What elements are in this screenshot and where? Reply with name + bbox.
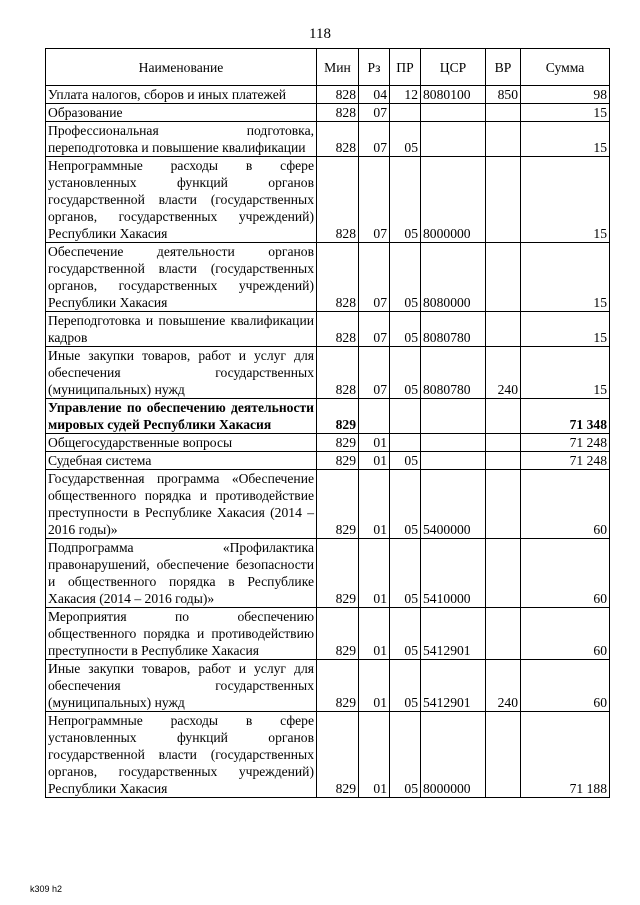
cell-name: Государственная программа «Обеспечение общественного порядка и противодействие преступности в Республике Хакасия (2014 – 2016 годы)»: [46, 470, 317, 539]
cell-csr: 8080000: [421, 243, 486, 312]
cell-name: Профессиональная подготовка, переподготовка и повышение квалификации: [46, 122, 317, 157]
header-min: Мин: [317, 49, 359, 86]
cell-vr: [486, 122, 521, 157]
cell-pr: 05: [390, 470, 421, 539]
cell-min: 828: [317, 86, 359, 104]
header-row: [46, 49, 610, 86]
table-row: [46, 434, 610, 452]
table-body: [46, 86, 610, 798]
cell-sum: 98: [521, 86, 610, 104]
cell-vr: 240: [486, 660, 521, 712]
table-row: [46, 243, 610, 312]
cell-sum: 15: [521, 122, 610, 157]
cell-rz: 01: [359, 712, 390, 798]
cell-name: Непрограммные расходы в сфере установленных функций органов государственной власти (государственных органов, государственных учреждений) Республики Хакасия: [46, 157, 317, 243]
cell-sum: 60: [521, 608, 610, 660]
cell-sum: 71 188: [521, 712, 610, 798]
cell-sum: 60: [521, 470, 610, 539]
cell-rz: 01: [359, 470, 390, 539]
cell-csr: [421, 104, 486, 122]
cell-name: Образование: [46, 104, 317, 122]
header-pr: ПР: [390, 49, 421, 86]
cell-name: Подпрограмма «Профилактика правонарушений, обеспечение безопасности и общественного порядка в Республике Хакасия (2014 – 2016 годы)»: [46, 539, 317, 608]
cell-vr: [486, 399, 521, 434]
cell-pr: 05: [390, 312, 421, 347]
cell-rz: 07: [359, 157, 390, 243]
cell-csr: 8080100: [421, 86, 486, 104]
table-row: [46, 399, 610, 434]
cell-name: Уплата налогов, сборов и иных платежей: [46, 86, 317, 104]
cell-vr: [486, 539, 521, 608]
cell-vr: [486, 712, 521, 798]
cell-min: 829: [317, 539, 359, 608]
cell-vr: 240: [486, 347, 521, 399]
cell-min: 829: [317, 399, 359, 434]
cell-rz: 01: [359, 434, 390, 452]
cell-rz: 07: [359, 243, 390, 312]
cell-vr: 850: [486, 86, 521, 104]
cell-rz: 01: [359, 608, 390, 660]
table-row: [46, 347, 610, 399]
page-number: 118: [309, 26, 331, 42]
cell-sum: 60: [521, 660, 610, 712]
cell-pr: 05: [390, 452, 421, 470]
cell-min: 829: [317, 608, 359, 660]
cell-csr: 8000000: [421, 712, 486, 798]
cell-min: 828: [317, 157, 359, 243]
cell-vr: [486, 243, 521, 312]
cell-csr: [421, 452, 486, 470]
cell-vr: [486, 470, 521, 539]
cell-name: Непрограммные расходы в сфере установленных функций органов государственной власти (государственных органов, государственных учреждений) Республики Хакасия: [46, 712, 317, 798]
cell-name: Иные закупки товаров, работ и услуг для обеспечения государственных (муниципальных) нужд: [46, 347, 317, 399]
cell-sum: 15: [521, 157, 610, 243]
cell-name: Мероприятия по обеспечению общественного порядка и противодействию преступности в Республике Хакасия: [46, 608, 317, 660]
cell-sum: 60: [521, 539, 610, 608]
cell-csr: 5412901: [421, 660, 486, 712]
table-header: [46, 49, 610, 86]
cell-csr: 8000000: [421, 157, 486, 243]
page-footer: k309 h2: [30, 884, 63, 894]
cell-sum: 71 248: [521, 434, 610, 452]
cell-rz: 01: [359, 452, 390, 470]
cell-min: 829: [317, 452, 359, 470]
cell-csr: [421, 399, 486, 434]
header-sum: Сумма: [521, 49, 610, 86]
cell-name: Судебная система: [46, 452, 317, 470]
cell-rz: 07: [359, 122, 390, 157]
cell-csr: 8080780: [421, 312, 486, 347]
cell-vr: [486, 312, 521, 347]
table-row: [46, 122, 610, 157]
cell-pr: 05: [390, 539, 421, 608]
cell-pr: 05: [390, 243, 421, 312]
table-row: [46, 86, 610, 104]
header-name: Наименование: [46, 49, 317, 86]
table-row: [46, 608, 610, 660]
cell-rz: 01: [359, 660, 390, 712]
cell-vr: [486, 434, 521, 452]
cell-rz: 04: [359, 86, 390, 104]
cell-name: Иные закупки товаров, работ и услуг для обеспечения государственных (муниципальных) нужд: [46, 660, 317, 712]
cell-sum: 71 248: [521, 452, 610, 470]
table-row: [46, 104, 610, 122]
cell-csr: 5400000: [421, 470, 486, 539]
cell-rz: 07: [359, 347, 390, 399]
cell-csr: [421, 122, 486, 157]
cell-min: 829: [317, 712, 359, 798]
cell-min: 828: [317, 312, 359, 347]
cell-name: Обеспечение деятельности органов государственной власти (государственных органов, государственных учреждений) Республики Хакасия: [46, 243, 317, 312]
cell-sum: 15: [521, 347, 610, 399]
budget-table: [45, 48, 610, 798]
cell-sum: 71 348: [521, 399, 610, 434]
cell-min: 828: [317, 243, 359, 312]
cell-csr: [421, 434, 486, 452]
cell-pr: [390, 434, 421, 452]
header-vr: ВР: [486, 49, 521, 86]
cell-pr: 05: [390, 712, 421, 798]
cell-name: Переподготовка и повышение квалификации кадров: [46, 312, 317, 347]
cell-min: 829: [317, 470, 359, 539]
cell-sum: 15: [521, 312, 610, 347]
cell-sum: 15: [521, 104, 610, 122]
cell-rz: 01: [359, 539, 390, 608]
cell-pr: 05: [390, 608, 421, 660]
table-row: [46, 470, 610, 539]
cell-csr: 5412901: [421, 608, 486, 660]
cell-pr: 05: [390, 157, 421, 243]
cell-pr: [390, 399, 421, 434]
cell-min: 829: [317, 434, 359, 452]
table-row: [46, 660, 610, 712]
cell-pr: 05: [390, 347, 421, 399]
cell-min: 829: [317, 660, 359, 712]
cell-rz: 07: [359, 312, 390, 347]
cell-min: 828: [317, 122, 359, 157]
cell-vr: [486, 157, 521, 243]
table-row: [46, 312, 610, 347]
cell-pr: 05: [390, 660, 421, 712]
cell-pr: 05: [390, 122, 421, 157]
cell-pr: [390, 104, 421, 122]
cell-vr: [486, 608, 521, 660]
cell-vr: [486, 452, 521, 470]
cell-min: 828: [317, 347, 359, 399]
header-csr: ЦСР: [421, 49, 486, 86]
cell-rz: 07: [359, 104, 390, 122]
header-rz: Рз: [359, 49, 390, 86]
cell-name: Общегосударственные вопросы: [46, 434, 317, 452]
table-row: [46, 712, 610, 798]
cell-pr: 12: [390, 86, 421, 104]
cell-sum: 15: [521, 243, 610, 312]
cell-min: 828: [317, 104, 359, 122]
cell-vr: [486, 104, 521, 122]
table-row: [46, 157, 610, 243]
cell-csr: 5410000: [421, 539, 486, 608]
cell-name: Управление по обеспечению деятельности мировых судей Республики Хакасия: [46, 399, 317, 434]
table-row: [46, 452, 610, 470]
table-row: [46, 539, 610, 608]
cell-rz: [359, 399, 390, 434]
cell-csr: 8080780: [421, 347, 486, 399]
